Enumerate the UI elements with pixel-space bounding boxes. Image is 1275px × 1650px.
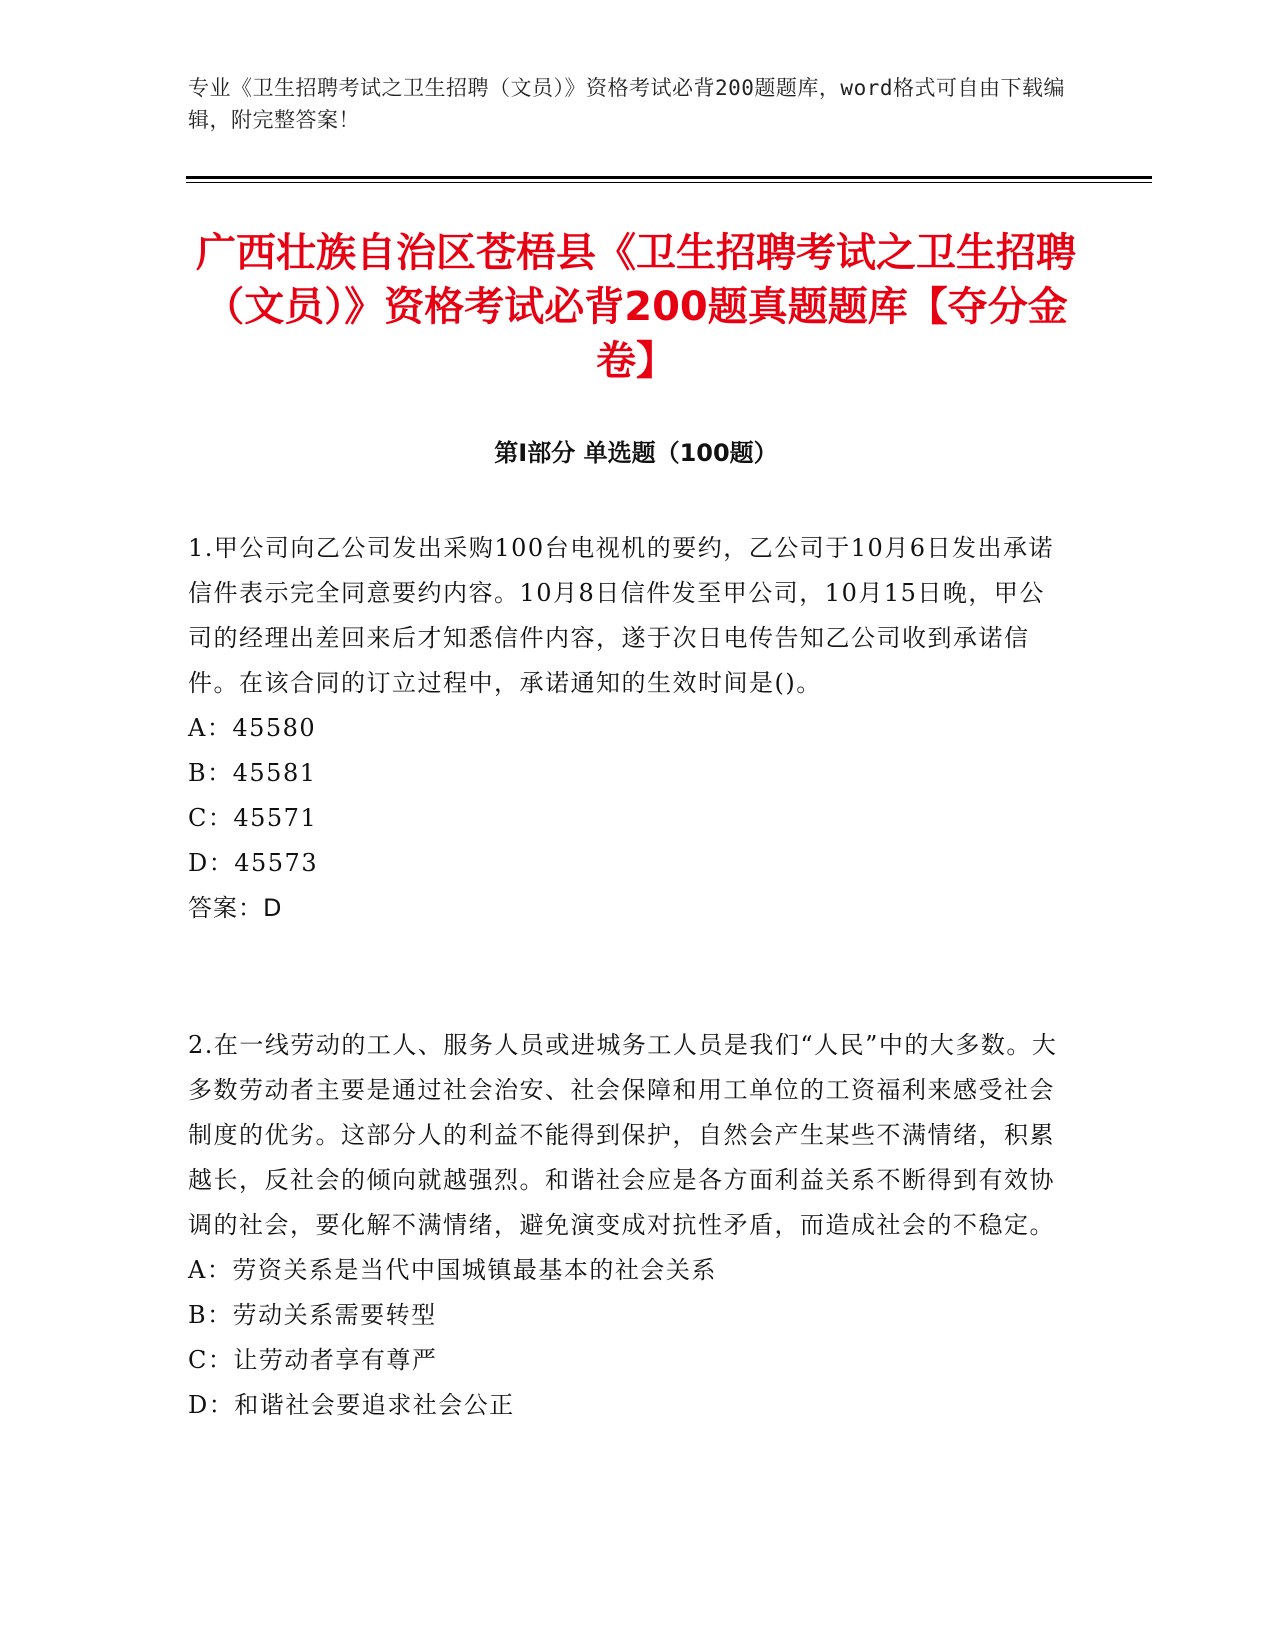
section-heading: 第Ⅰ部分 单选题（100题）: [494, 439, 778, 467]
option-c: C：45571: [188, 804, 318, 832]
option-d: D：和谐社会要追求社会公正: [188, 1391, 515, 1419]
option-a: A：45580: [188, 714, 317, 742]
question-2: [188, 1023, 1068, 1428]
option-b: B：劳动关系需要转型: [188, 1301, 437, 1329]
answer-line: 答案：D: [188, 894, 283, 922]
option-d: D：45573: [188, 849, 319, 877]
option-c: C：让劳动者享有尊严: [188, 1346, 438, 1374]
document-header-note: 专业《卫生招聘考试之卫生招聘（文员）》资格考试必背200题题库，word格式可自由下载编辑，附完整答案！: [188, 76, 1065, 132]
option-a: A：劳资关系是当代中国城镇最基本的社会关系: [188, 1256, 717, 1284]
option-b: B：45581: [188, 759, 317, 787]
document-title: 广西壮族自治区苍梧县《卫生招聘考试之卫生招聘（文员）》资格考试必背200题真题题库【夺分金卷】: [196, 230, 1076, 384]
question-1: [188, 526, 1068, 931]
header-divider-thin: [186, 182, 1152, 183]
question-stem: 1.甲公司向乙公司发出采购100台电视机的要约，乙公司于10月6日发出承诺信件表示完全同意要约内容。10月8日信件发至甲公司，10月15日晚，甲公司的经理出差回来后才知悉信件内容，遂于次日电传告知乙公司收到承诺信件。在该合同的订立过程中，承诺通知的生效时间是()。: [188, 534, 1055, 697]
question-stem: 2.在一线劳动的工人、服务人员或进城务工人员是我们“人民”中的大多数。大多数劳动者主要是通过社会治安、社会保障和用工单位的工资福利来感受社会制度的优劣。这部分人的利益不能得到保护，自然会产生某些不满情绪，积累越长，反社会的倾向就越强烈。和谐社会应是各方面利益关系不断得到有效协调的社会，要化解不满情绪，避免演变成对抗性矛盾，而造成社会的不稳定。: [188, 1031, 1058, 1239]
header-divider-thick: [186, 176, 1152, 179]
